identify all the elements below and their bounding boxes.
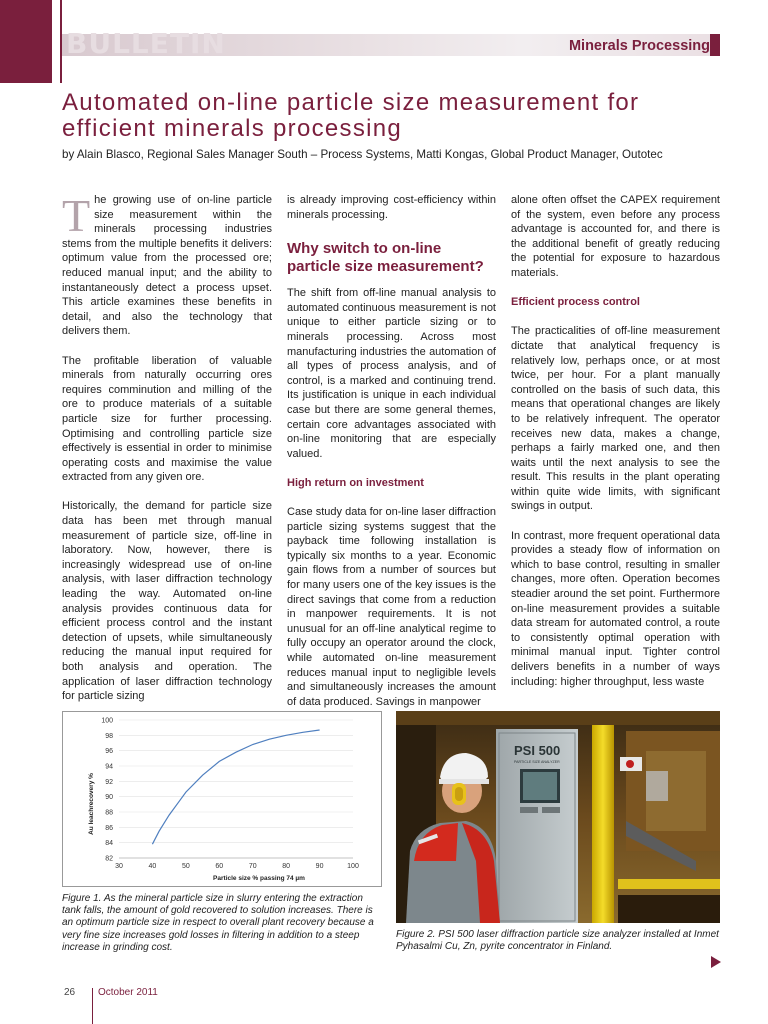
chart: [63, 712, 381, 886]
analyzer-photo: [396, 711, 720, 923]
paragraph: In contrast, more frequent operational data provides a steady flow of information on which to base control, resulting in smaller changes, more often. Operation becomes steadier around the set point. Furthermore on-line measurement provides a suitable data stream for automated control, a route to consistently optimal operation with minimal manual input. Tighter control delivers benefits in a number of ways including: higher throughput, less waste: [511, 529, 720, 688]
chart-y-label: Au leachrecovery %: [88, 773, 95, 835]
subheading: Why switch to on-line particle size measurement?: [287, 240, 484, 276]
drop-cap: T: [62, 190, 91, 241]
paragraph: The practicalities of off-line measurement dictate that analytical frequency is relatively low, perhaps once, or at most twice, per hour. For a plant manually controlled on the basis of such data, this means that operational changes are likely to be relatively infrequent. The operator receives new data, makes a change, perhaps a fairly marked one, and then waits until the next analysis to see the result. This results in the plant operating within quite wide limits, with significant swings in output.: [511, 325, 720, 513]
device-label: PSI 500: [514, 743, 561, 758]
figure-2-caption: Figure 2. PSI 500 laser diffraction particle size analyzer installed at Inmet Pyhasalmi Cu, Zn, pyrite concentrator in Finland.: [396, 929, 719, 953]
chart-x-tick: 30: [115, 863, 123, 870]
chart-y-tick: 86: [105, 824, 113, 832]
chart-y-tick: 88: [105, 809, 113, 817]
chart-y-tick: 100: [101, 717, 113, 725]
minor-heading: Efficient process control: [511, 296, 640, 309]
column-3: [511, 193, 720, 689]
footer-divider: [92, 988, 93, 1024]
chart-x-tick: 40: [148, 863, 157, 870]
byline: by Alain Blasco, Regional Sales Manager South – Process Systems, Matti Kongas, Global Product Manager, Outotec: [62, 148, 663, 161]
chart-y-tick: 82: [105, 855, 113, 863]
masthead: BULLETIN: [66, 27, 226, 60]
chart-x-tick: 50: [181, 863, 190, 870]
chart-y-tick: 92: [105, 778, 113, 786]
chart-y-tick: 96: [105, 748, 113, 756]
article-title: [62, 90, 742, 142]
chart-x-tick: 100: [347, 863, 359, 870]
chart-y-tick: 94: [105, 763, 113, 771]
chart-y-tick: 84: [105, 840, 113, 848]
paragraph: is already improving cost-efficiency within minerals processing.: [287, 194, 496, 221]
figure-1-caption: Figure 1. As the mineral particle size in slurry entering the extraction tank falls, the amount of gold recovered to solution increases. There is an optimum particle size in respect to overall plant recovery because a very fine size increases gold losses in filtering in addition to a steep increase in grinding cost.: [62, 893, 374, 953]
section-marker: [710, 34, 720, 56]
title-line-1: Automated on-line particle size measurement for: [62, 89, 640, 116]
paragraph: Historically, the demand for particle size data has been met through manual measurement of particle size, off-line in laboratory. Now, however, there is increasingly widespread use of on-line analysis, with laser diffraction technology leading the way. Automated on-line analysis provides continuous data for efficient process control and the instant detection of upsets, while simultaneously reducing the manual input required for both analysis and operation. The application of laser diffraction technology for particle sizing: [62, 500, 272, 703]
header-color-block: [0, 0, 52, 83]
chart-y-tick: 90: [105, 794, 113, 802]
chart-x-tick: 70: [248, 863, 257, 870]
paragraph: Case study data for on-line laser diffraction particle sizing systems suggest that the payback time following installation is typically six months to a year. Economic gain flows from a number of sources but for many users one of the key issues is the direct savings that come from a reduction in manpower requirements. It is not unusual for an off-line analytical regime to fully occupy an operator around the clock, while automated on-line measurement reduces manual input to negligible levels and simultaneously increases the amount of data produced. Savings in manpower: [287, 506, 496, 708]
chart-y-tick: 98: [105, 732, 113, 740]
section-label: Minerals Processing: [568, 38, 710, 54]
page-number: 26: [64, 987, 76, 998]
device-sublabel: PARTICLE SIZE ANALYZER: [514, 760, 560, 764]
paragraph: alone often offset the CAPEX requirement of the system, even before any process advantage is accounted for, and there is the additional benefit of greatly reducing the potential for exposure to hazardous materials.: [511, 194, 720, 279]
paragraph: The shift from off-line manual analysis to automated continuous measurement is not unique to either particle sizing or to minerals processing. Across most manufacturing industries the automation of all types of process analysis, and of control, is a marked and continuing trend. Its justification is unique in each individual case but there are some general themes, certain core advantages associated with on-line monitoring that are especially valued.: [287, 287, 496, 460]
title-line-2: efficient minerals processing: [62, 115, 403, 142]
chart-x-tick: 60: [215, 863, 224, 870]
chart-x-tick: 90: [315, 863, 324, 870]
minor-heading: High return on investment: [287, 476, 424, 489]
chart-x-label: Particle size % passing 74 µm: [213, 875, 305, 882]
column-1: [62, 190, 272, 704]
issue-date: October 2011: [98, 987, 158, 998]
figure-1-chart: [62, 711, 382, 887]
paragraph: The growing use of on-line particle size measurement within the minerals processing industries stems from the multiple benefits it delivers: optimum value from the processed ore; reduced manual input; and the ability to instantaneously detect a process upset. This article examines these benefits in detail, and also the technology that delivers them.: [62, 190, 272, 338]
chart-x-tick: 80: [282, 863, 291, 870]
column-2: [287, 193, 496, 709]
continue-arrow-icon: [711, 956, 721, 968]
figure-2-photo: [396, 711, 720, 923]
paragraph: The profitable liberation of valuable minerals from naturally occurring ores requires comminution and milling of the ore to produce materials of a suitable particle size for further processing. Optimising and controlling particle size effectively is essential in order to minimise operating costs and maximise the value extracted from any given ore.: [62, 354, 272, 484]
